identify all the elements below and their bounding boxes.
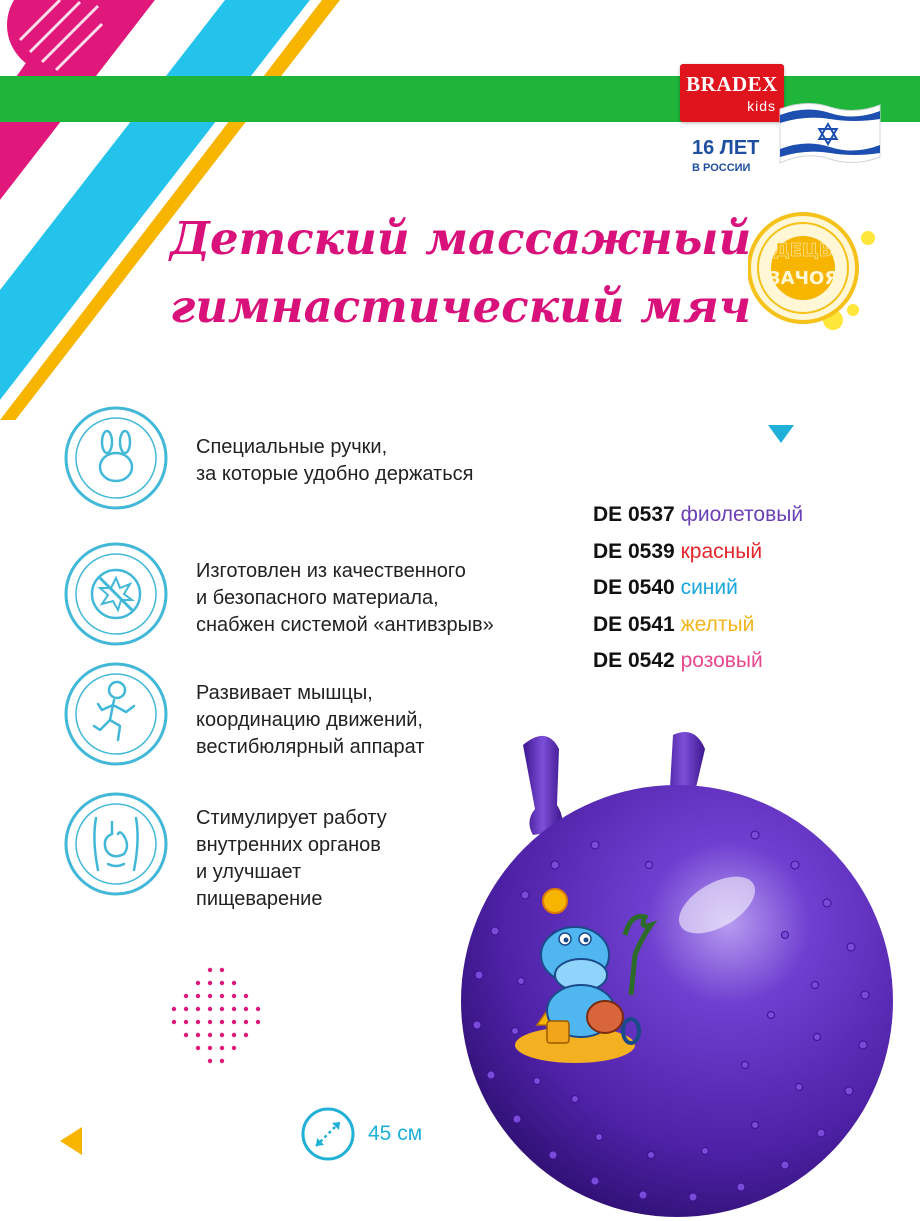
feature-line: внутренних органов <box>196 834 381 856</box>
title-line-1: Детский массажный <box>170 212 752 265</box>
brand-logo <box>680 64 885 184</box>
product-code: DE 0537 <box>593 503 675 526</box>
purple-ball-image <box>455 725 915 1221</box>
product-code: DE 0541 <box>593 612 675 636</box>
feature-organs-text <box>196 805 387 913</box>
quality-seal-badge <box>748 208 888 338</box>
code-row-red <box>593 534 803 571</box>
title-line-2: гимнастический мяч <box>170 280 752 333</box>
ball-size-label: 45 см <box>368 1122 423 1145</box>
feature-line: и безопасного материала, <box>196 587 439 609</box>
years-in-russia-number: 16 ЛЕТ <box>692 137 760 159</box>
stomach-icon <box>62 790 170 898</box>
seal-text-top: ДЕЦЬ <box>773 240 833 261</box>
product-color-name: синий <box>680 576 738 599</box>
code-row-pink <box>593 643 803 680</box>
feature-line: пищеварение <box>196 888 323 910</box>
diameter-arrow-icon <box>300 1106 356 1162</box>
brand-name: BRADEX <box>686 72 778 96</box>
white-triangle-decoration <box>822 1152 910 1221</box>
pink-dots-decoration <box>160 965 270 1075</box>
feature-line: Изготовлен из качественного <box>196 560 466 582</box>
years-in-russia-caption: В РОССИИ <box>692 162 751 174</box>
feature-handles-text <box>196 434 473 488</box>
feature-line: за которые удобно держаться <box>196 463 474 485</box>
feature-line: Развивает мышцы, <box>196 682 373 704</box>
yellow-triangle-decoration <box>60 1127 84 1155</box>
product-code: DE 0540 <box>593 576 675 599</box>
seal-text-bottom: ЗАЧОЯ <box>767 268 839 289</box>
feature-line: Стимулирует работу <box>196 807 387 829</box>
product-color-name: красный <box>680 539 763 563</box>
bunny-handles-icon <box>62 404 170 512</box>
code-row-yellow <box>593 607 803 644</box>
product-codes-list <box>593 497 803 680</box>
feature-line: снабжен системой «антивзрыв» <box>196 614 494 636</box>
code-row-blue <box>593 570 803 607</box>
code-row-purple <box>593 497 803 534</box>
feature-development-text <box>196 680 425 761</box>
feature-material-text <box>196 558 494 639</box>
feature-line: и улучшает <box>196 861 302 883</box>
feature-line: Специальные ручки, <box>196 436 388 458</box>
product-color-name: желтый <box>680 612 755 636</box>
running-child-icon <box>62 660 170 768</box>
product-title <box>170 205 770 341</box>
brand-sub: kids <box>747 98 776 114</box>
anti-burst-icon <box>62 540 170 648</box>
product-color-name: фиолетовый <box>680 503 804 526</box>
israel-flag-icon <box>776 97 882 169</box>
product-code: DE 0539 <box>593 539 675 563</box>
blue-triangle-decoration <box>768 425 794 445</box>
product-code: DE 0542 <box>593 649 675 672</box>
feature-line: вестибюлярный аппарат <box>196 736 425 758</box>
product-color-name: розовый <box>680 649 763 672</box>
feature-line: координацию движений, <box>196 709 423 731</box>
brand-logo-box <box>680 64 784 122</box>
